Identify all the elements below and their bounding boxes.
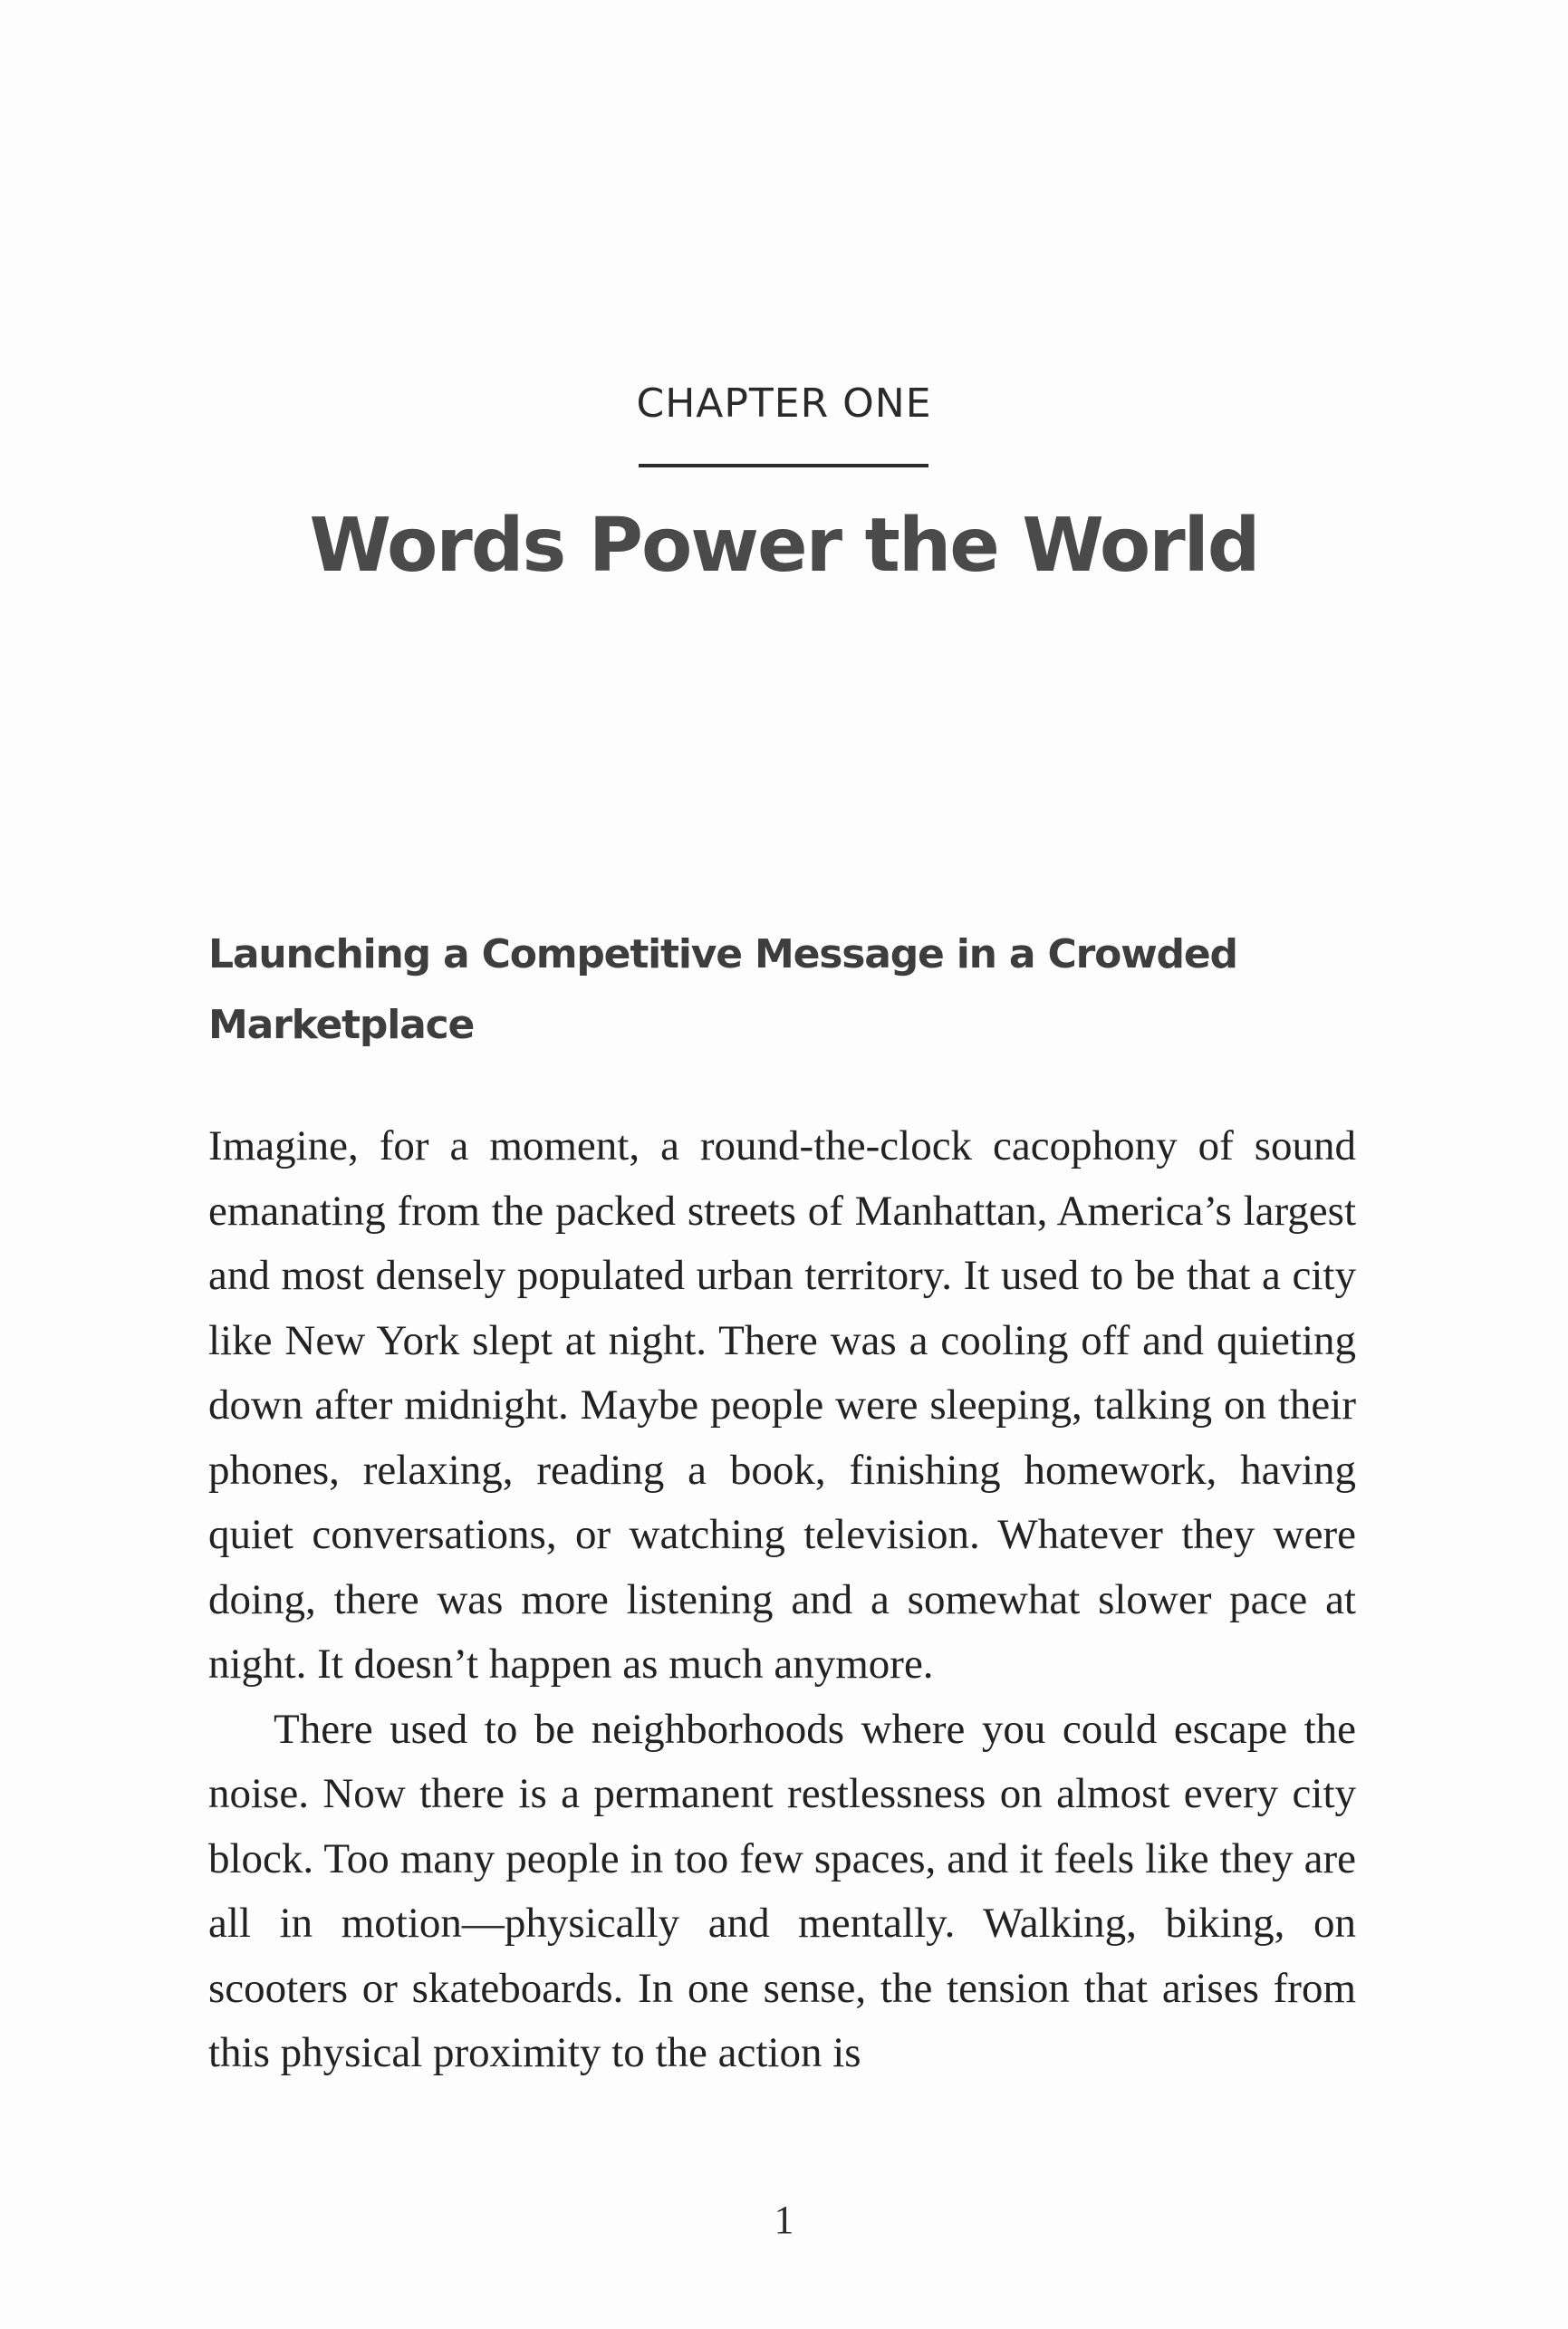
section-heading: Launching a Competitive Message in a Crowded Marketplace xyxy=(208,931,1237,1048)
chapter-title: Words Power the World xyxy=(309,503,1259,589)
page-number: 1 xyxy=(774,2198,794,2242)
chapter-rule xyxy=(639,464,928,467)
paragraph: Imagine, for a moment, a round-the-clock cacophony of sound emanating from the packed streets of Manhattan, America’s largest and most densely populated urban territory. It used to be that a city like New York slept at night. There was a cooling off and quieting down after midnight. Maybe people were sleeping, talking on their phones, relaxing, reading a book, finishing homework, having quiet conversations, or watching television. Whatever they were doing, there was more listening and a somewhat slower pace at night. It doesn’t happen as much anymore. xyxy=(208,1122,1356,1688)
paragraph: There used to be neighborhoods where you could escape the noise. Now there is a permanent restlessness on almost every city block. Too many people in too few spaces, and it feels like they are all in motion—physically and mentally. Walking, biking, on scooters or skateboards. In one sense, the tension that arises from this physical proximity to the action is xyxy=(208,1705,1356,2076)
body-text xyxy=(208,1114,1356,2086)
chapter-label: CHAPTER ONE xyxy=(636,380,932,427)
